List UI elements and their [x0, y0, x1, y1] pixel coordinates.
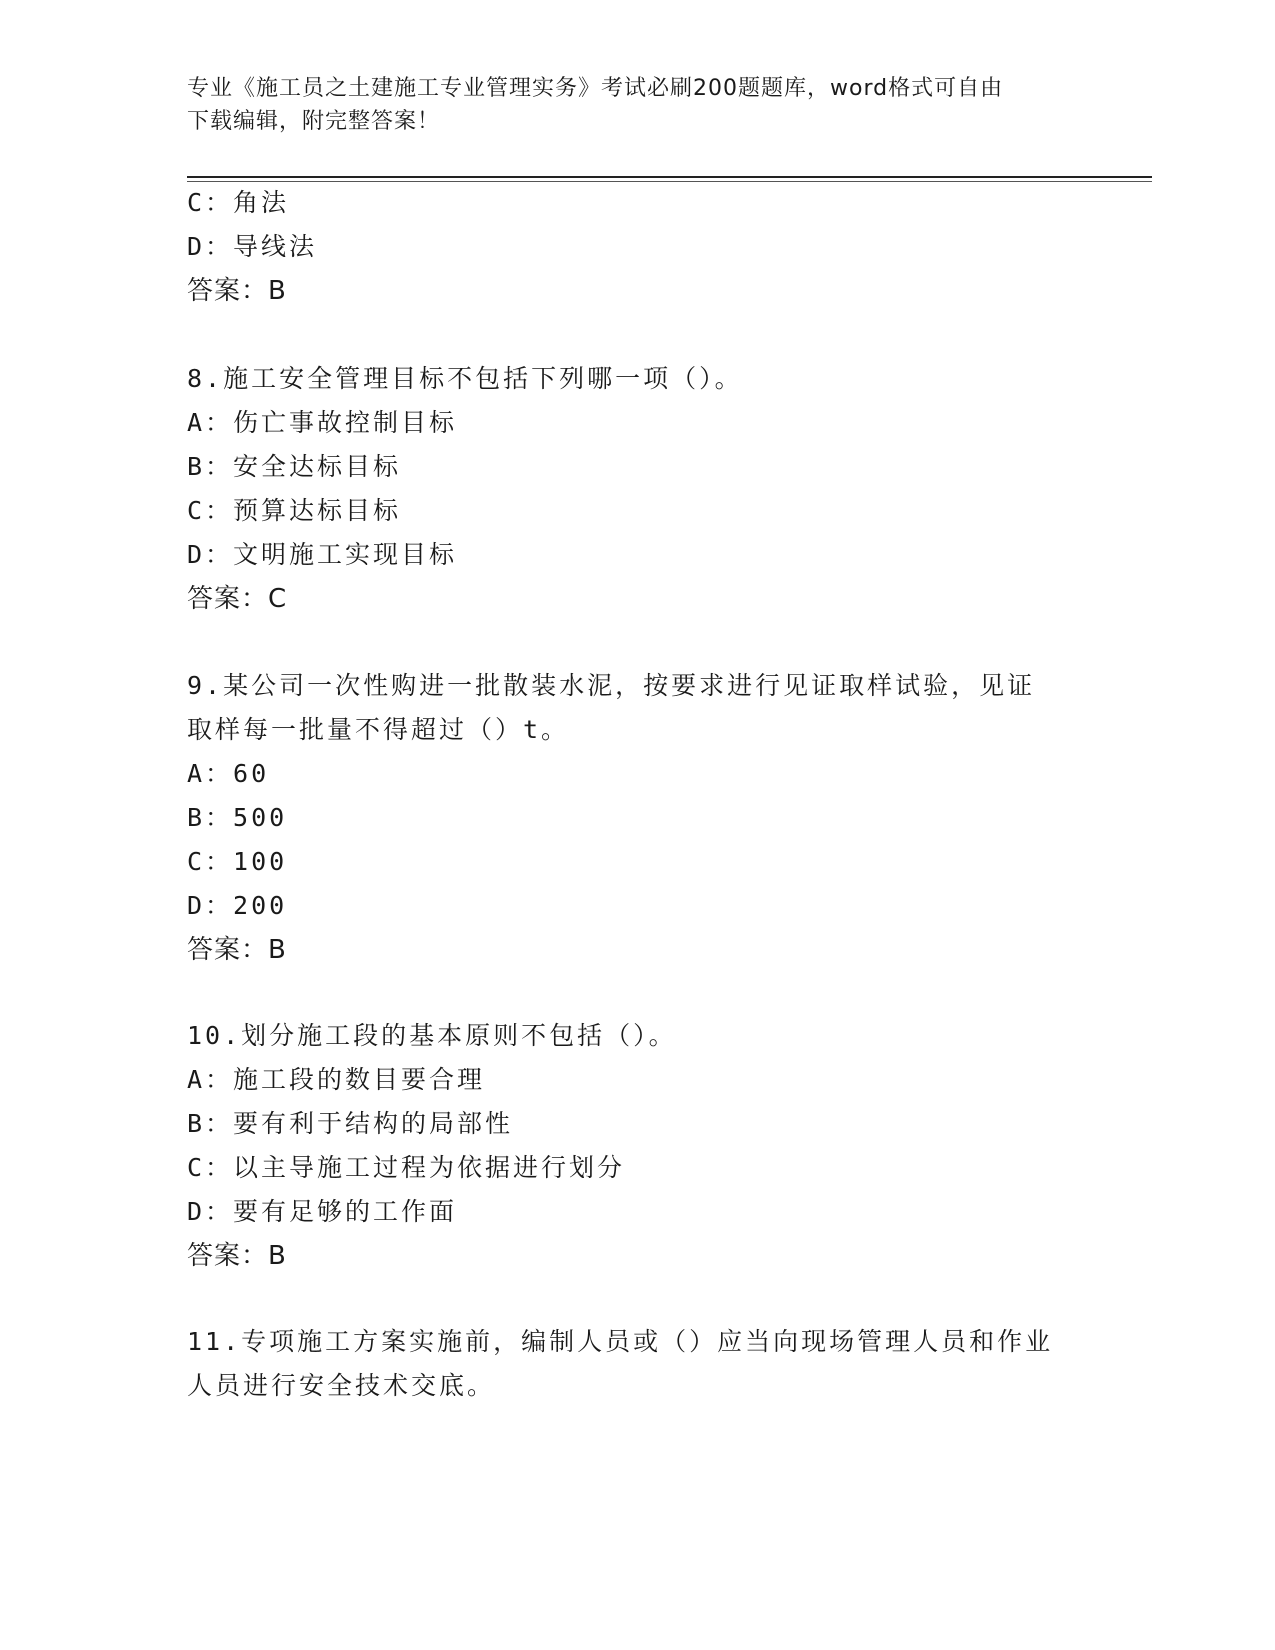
q11-stem-line-2: 人员进行安全技术交底。	[187, 1371, 496, 1400]
header-line-1: 专业《施工员之土建施工专业管理实务》考试必刷200题题库，word格式可自由	[187, 76, 1004, 101]
q7-option-c: C：角法	[187, 188, 290, 217]
q10-option-c: C：以主导施工过程为依据进行划分	[187, 1153, 626, 1182]
q8-option-c: C：预算达标目标	[187, 496, 402, 525]
q9-option-b: B：500	[187, 803, 288, 832]
q11-stem-line-1: 11.专项施工方案实施前，编制人员或（）应当向现场管理人员和作业	[187, 1327, 1054, 1356]
q9-option-c: C：100	[187, 847, 288, 876]
q10-option-a: A：施工段的数目要合理	[187, 1065, 486, 1094]
q9-answer: 答案：B	[187, 935, 287, 965]
q8-option-a: A：伤亡事故控制目标	[187, 408, 458, 437]
document-header	[187, 72, 1077, 138]
q9-option-a: A：60	[187, 759, 270, 788]
header-divider-thick	[187, 176, 1152, 178]
q9-stem-line-2: 取样每一批量不得超过（）t。	[187, 715, 570, 744]
q9-stem-line-1: 9.某公司一次性购进一批散装水泥，按要求进行见证取样试验，见证	[187, 671, 1036, 700]
q7-answer: 答案：B	[187, 276, 287, 306]
header-line-2: 下载编辑，附完整答案！	[187, 109, 441, 134]
q10-answer: 答案：B	[187, 1241, 287, 1271]
q10-option-b: B：要有利于结构的局部性	[187, 1109, 514, 1138]
q8-stem: 8.施工安全管理目标不包括下列哪一项（）。	[187, 364, 743, 393]
q10-stem: 10.划分施工段的基本原则不包括（）。	[187, 1021, 677, 1050]
q7-option-d: D：导线法	[187, 232, 318, 261]
q8-option-d: D：文明施工实现目标	[187, 540, 458, 569]
q10-option-d: D：要有足够的工作面	[187, 1197, 458, 1226]
q8-option-b: B：安全达标目标	[187, 452, 402, 481]
header-divider-thin	[187, 181, 1152, 182]
q8-answer: 答案：C	[187, 584, 288, 614]
q9-option-d: D：200	[187, 891, 288, 920]
